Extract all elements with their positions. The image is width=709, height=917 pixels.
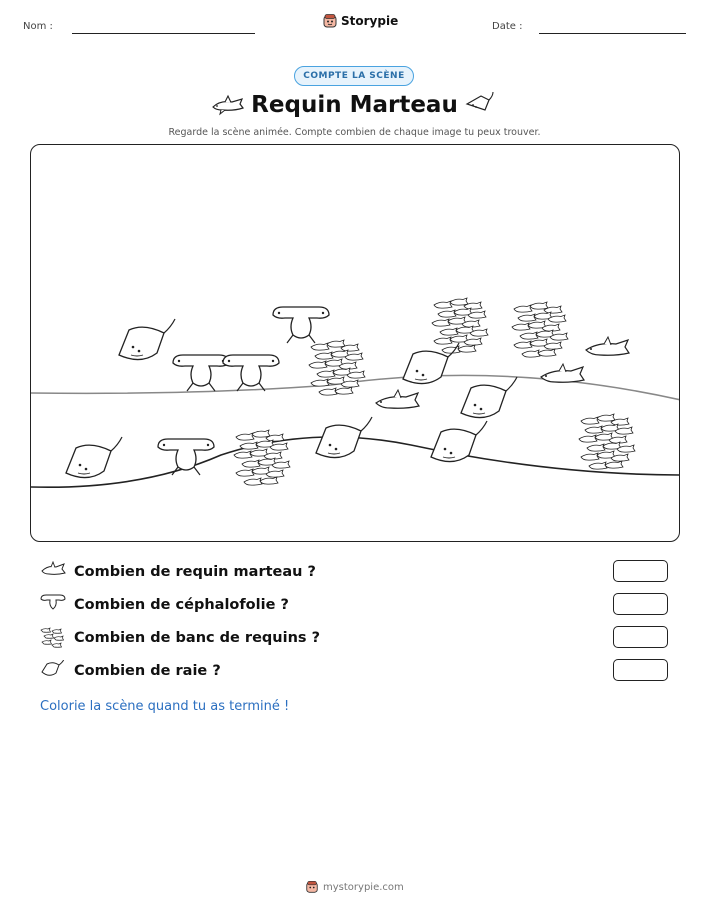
coloring-scene[interactable] [30, 144, 680, 542]
question-row [40, 558, 670, 591]
ray-icon [463, 90, 495, 120]
question-list [40, 558, 670, 690]
hammerhead-shark-icon [40, 561, 66, 579]
answer-box-shark-school[interactable] [613, 626, 668, 648]
question-text: Combien de raie ? [74, 663, 221, 679]
name-line[interactable] [72, 33, 255, 34]
activity-badge: COMPTE LA SCÈNE [294, 66, 414, 86]
ray-icon [40, 660, 66, 682]
cephalofoil-icon [40, 594, 66, 614]
question-text: Combien de requin marteau ? [74, 564, 316, 580]
storypie-mascot-icon [322, 13, 338, 29]
page-title: Requin Marteau [251, 92, 458, 118]
footer-url[interactable]: mystorypie.com [323, 881, 404, 893]
name-label: Nom : [23, 21, 53, 32]
date-label: Date : [492, 21, 523, 32]
question-row [40, 591, 670, 624]
answer-box-cephalofoil[interactable] [613, 593, 668, 615]
cephalofoil [158, 307, 329, 475]
question-row [40, 657, 670, 690]
brand-logo [322, 13, 398, 29]
shark-school-icon [40, 627, 66, 651]
date-line[interactable] [539, 33, 686, 34]
instructions: Regarde la scène animée. Compte combien de chaque image tu peux trouver. [168, 127, 541, 138]
footer [305, 880, 404, 894]
question-text: Combien de banc de requins ? [74, 630, 320, 646]
answer-box-hammerhead[interactable] [613, 560, 668, 582]
question-row [40, 624, 670, 657]
storypie-mascot-icon [305, 880, 319, 894]
question-text: Combien de céphalofolie ? [74, 597, 289, 613]
ocean-scene-illustration [31, 145, 680, 542]
coloring-prompt: Colorie la scène quand tu as terminé ! [40, 699, 290, 714]
brand-name: Storypie [341, 14, 399, 28]
answer-box-ray[interactable] [613, 659, 668, 681]
